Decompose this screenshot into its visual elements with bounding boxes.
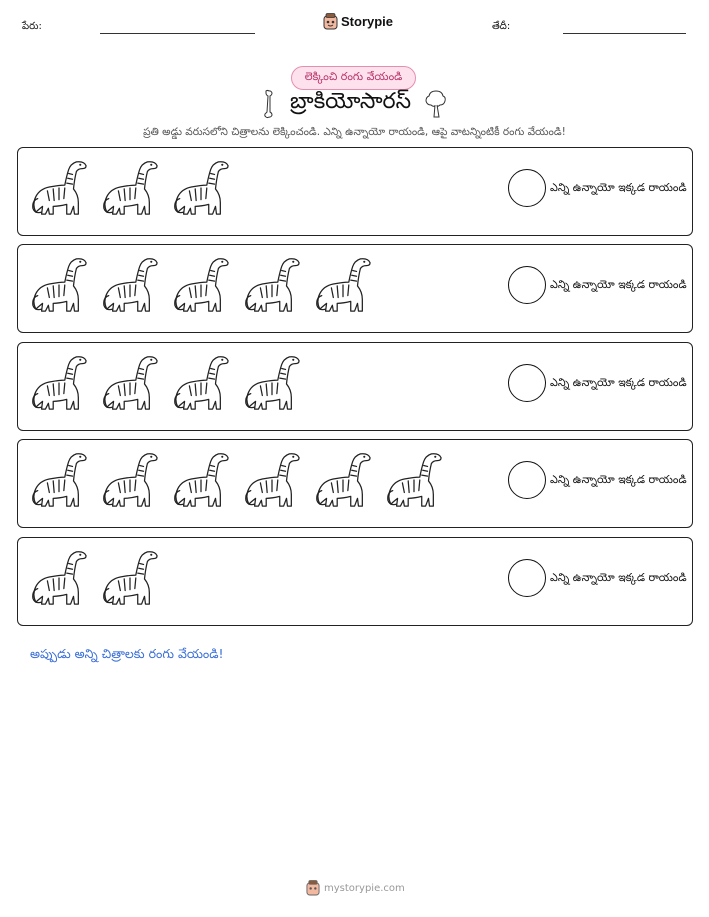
- counting-row-3: [17, 342, 693, 431]
- storypie-logo-icon: [323, 13, 338, 30]
- answer-label: ఎన్ని ఉన్నాయో ఇక్కడ రాయండి: [550, 376, 687, 389]
- brachiosaurus-icon: [30, 253, 88, 315]
- brand: [323, 13, 393, 30]
- brachiosaurus-icon: [30, 351, 88, 413]
- counting-row-5: [17, 537, 693, 626]
- brachiosaurus-icon: [101, 156, 159, 218]
- picture-group: [30, 448, 443, 510]
- answer-circle[interactable]: [508, 266, 546, 304]
- answer-circle[interactable]: [508, 169, 546, 207]
- site-footer: [306, 880, 405, 896]
- answer-circle[interactable]: [508, 364, 546, 402]
- storypie-logo-icon: [306, 880, 320, 896]
- brand-name: Storypie: [341, 14, 394, 29]
- picture-group: [30, 253, 372, 315]
- brachiosaurus-icon: [30, 156, 88, 218]
- brachiosaurus-icon: [30, 546, 88, 608]
- counting-row-2: [17, 244, 693, 333]
- answer-label: ఎన్ని ఉన్నాయో ఇక్కడ రాయండి: [550, 181, 687, 194]
- answer-circle[interactable]: [508, 559, 546, 597]
- counting-row-4: [17, 439, 693, 528]
- brachiosaurus-icon: [385, 448, 443, 510]
- brachiosaurus-icon: [243, 253, 301, 315]
- bone-icon: [262, 89, 276, 119]
- counting-row-1: [17, 147, 693, 236]
- answer-label: ఎన్ని ఉన్నాయో ఇక్కడ రాయండి: [550, 473, 687, 486]
- date-line[interactable]: [563, 33, 686, 34]
- brachiosaurus-icon: [101, 448, 159, 510]
- footer-note: అప్పుడు అన్ని చిత్రాలకు రంగు వేయండి!: [30, 646, 224, 661]
- picture-group: [30, 351, 301, 413]
- brachiosaurus-icon: [172, 253, 230, 315]
- title-row: [0, 89, 709, 119]
- picture-group: [30, 546, 159, 608]
- brachiosaurus-icon: [243, 448, 301, 510]
- brachiosaurus-icon: [172, 156, 230, 218]
- brachiosaurus-icon: [172, 448, 230, 510]
- date-label: తేదీ:: [492, 21, 511, 32]
- brachiosaurus-icon: [30, 448, 88, 510]
- activity-badge: లెక్కించి రంగు వేయండి: [291, 66, 416, 90]
- answer-label: ఎన్ని ఉన్నాయో ఇక్కడ రాయండి: [550, 278, 687, 291]
- name-line[interactable]: [100, 33, 255, 34]
- tree-icon: [425, 89, 447, 119]
- site-url: mystorypie.com: [324, 882, 405, 894]
- brachiosaurus-icon: [101, 351, 159, 413]
- page-title: బ్రాకియోసారస్: [289, 89, 412, 114]
- brachiosaurus-icon: [243, 351, 301, 413]
- brachiosaurus-icon: [314, 253, 372, 315]
- brachiosaurus-icon: [101, 253, 159, 315]
- answer-circle[interactable]: [508, 461, 546, 499]
- picture-group: [30, 156, 230, 218]
- instructions: ప్రతి అడ్డు వరుసలోని చిత్రాలను లెక్కించండి. ఎన్ని ఉన్నాయో రాయండి, ఆపై వాటన్నింటికీ రంగు వేయండి!: [143, 126, 566, 138]
- brachiosaurus-icon: [314, 448, 372, 510]
- brachiosaurus-icon: [172, 351, 230, 413]
- name-label: పేరు:: [22, 21, 42, 32]
- brachiosaurus-icon: [101, 546, 159, 608]
- answer-label: ఎన్ని ఉన్నాయో ఇక్కడ రాయండి: [550, 571, 687, 584]
